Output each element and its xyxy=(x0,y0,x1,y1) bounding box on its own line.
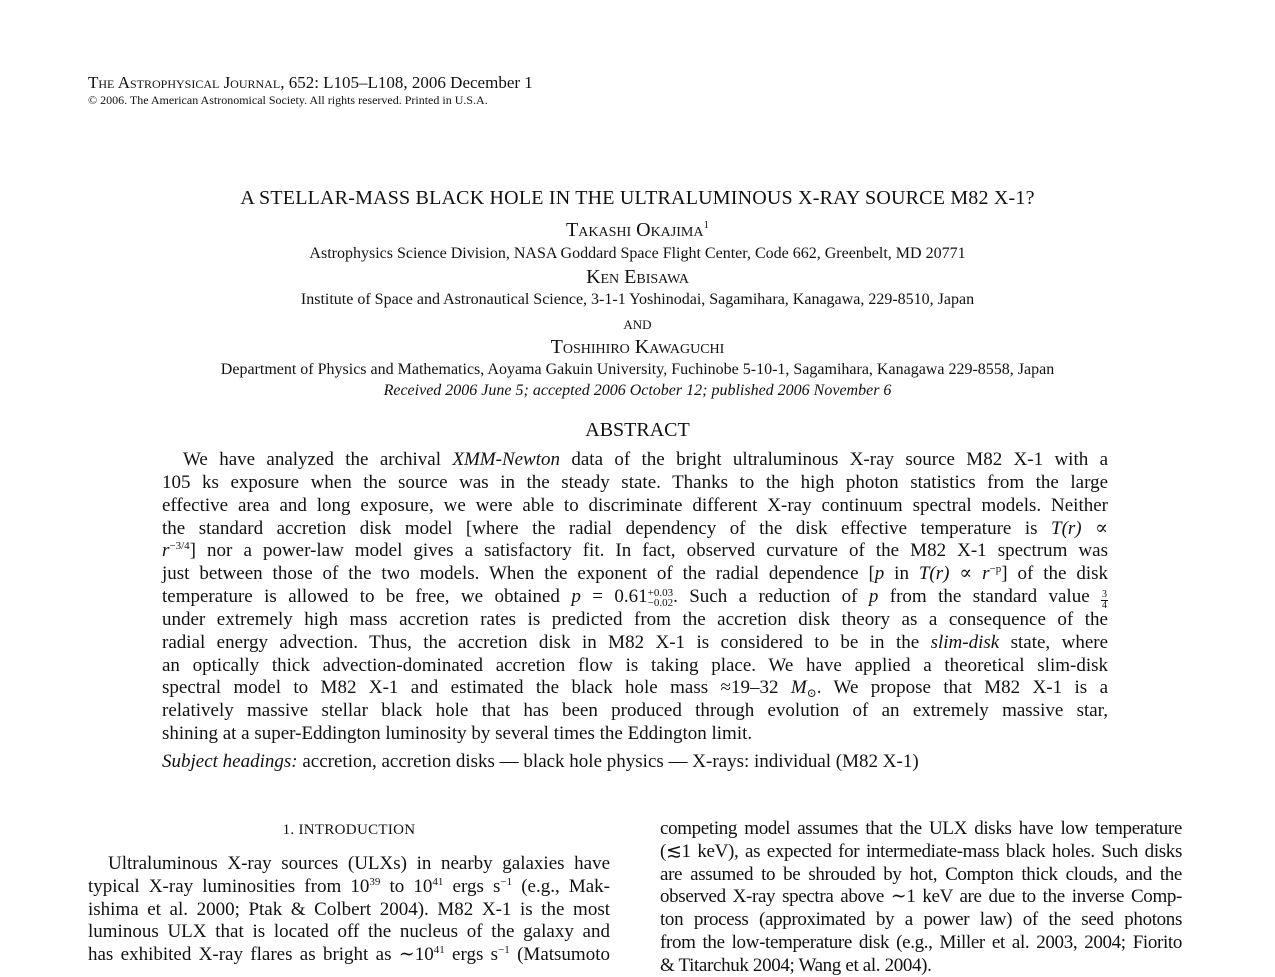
right-line-2: (≲1 keV), as expected for intermediate-mass black holes. Such disks xyxy=(660,841,1182,864)
abstract-line-10: an optically thick advection-dominated accretion flow is taking place. We have applied a theoretical slim-disk xyxy=(162,655,1108,678)
slim-disk-term: slim-disk xyxy=(931,632,1000,653)
right-line-1: competing model assumes that the ULX disks have low temperature xyxy=(660,818,1182,841)
author-3-affiliation: Department of Physics and Mathematics, Aoyama Gakuin University, Fuchinobe 5-10-1, Sagamihara, Kanagawa 229-8558, Japan xyxy=(0,360,1275,379)
power-exponent: −3/4 xyxy=(169,540,189,552)
left-line-4: luminous ULX that is located off the nucleus of the galaxy and xyxy=(88,921,610,944)
abstract-line-9: radial energy advection. Thus, the accretion disk in M82 X-1 is considered to be in the slim-disk state, where xyxy=(162,632,1108,655)
subject-headings-label: Subject headings: xyxy=(162,751,298,772)
abstract-line-4: the standard accretion disk model [where the radial dependency of the disk effective temperature is T(r) ∝ xyxy=(162,518,1108,541)
abstract-line-3: effective area and long exposure, we were able to discriminate different X-ray continuum spectral models. Neither xyxy=(162,495,1108,518)
p-exponent: −p xyxy=(990,563,1002,575)
right-line-3: are assumed to be shrouded by hot, Compton thick clouds, and the xyxy=(660,864,1182,887)
right-line-5: ton process (approximated by a power law) of the seed photons xyxy=(660,909,1182,932)
citation-details: , 652: L105–L108, 2006 December 1 xyxy=(280,73,533,92)
left-line-3: ishima et al. 2000; Ptak & Colbert 2004). M82 X-1 is the most xyxy=(88,899,610,922)
p-value-errors: +0.03 −0.02 xyxy=(648,588,673,608)
author-conjunction: and xyxy=(0,313,1275,333)
journal-name: The Astrophysical Journal xyxy=(88,73,280,92)
author-2-name: Ken Ebisawa xyxy=(0,266,1275,288)
abstract-line-2: 105 ks exposure when the source was in the steady state. Thanks to the high photon statistics from the large xyxy=(162,472,1108,495)
abstract-line-7: temperature is allowed to be free, we obtained p = 0.61 +0.03 −0.02 . Such a reduction of p from the standard value $\frac{3}{4}$ xyxy=(162,586,1108,609)
author-3-name: Toshihiro Kawaguchi xyxy=(0,336,1275,358)
subject-headings-text: accretion, accretion disks — black hole physics — X-rays: individual (M82 X-1) xyxy=(298,751,919,772)
abstract-line-8: under extremely high mass accretion rates is predicted from the accretion disk theory as a consequence of the xyxy=(162,609,1108,632)
abstract-line-6: just between those of the two models. When the exponent of the radial dependence [p in $T(r) \propto r^{-p}$] of the disk xyxy=(162,563,1108,586)
left-line-5: has exhibited X-ray flares as bright as $\sim 10^{41}$ ergs $s^{-1}$ (Matsumoto xyxy=(88,944,610,967)
right-line-7: & Titarchuk 2004; Wang et al. 2004). xyxy=(660,955,1182,977)
author-1-name: Takashi Okajima xyxy=(566,219,703,241)
section-heading-introduction: 1. INTRODUCTION xyxy=(88,821,610,839)
copyright-notice: © 2006. The American Astronomical Society. All rights reserved. Printed in U.S.A. xyxy=(88,93,488,108)
abstract-heading: ABSTRACT xyxy=(0,418,1275,442)
abstract-body xyxy=(162,449,1108,746)
abstract-line-1: We have analyzed the archival XMM-Newton data of the bright ultraluminous X-ray source M82 X-1 with a xyxy=(162,449,1108,472)
p-value: = 0.61 xyxy=(581,586,648,607)
abstract-line-13: shining at a super-Eddington luminosity by several times the Eddington limit. xyxy=(162,723,1108,746)
right-column xyxy=(660,818,1182,977)
xmm-newton-term: XMM-Newton xyxy=(452,449,560,470)
temperature-relation: T(r) ∝ xyxy=(1051,518,1108,539)
author-2-affiliation: Institute of Space and Astronautical Science, 3-1-1 Yoshinodai, Sagamihara, Kanagawa, 229-8510, Japan xyxy=(0,290,1275,309)
abstract-line-11: spectral model to M82 X-1 and estimated the black hole mass ≈19–32 $M_⊙$. We propose that M82 X-1 is a xyxy=(162,677,1108,700)
received-dates: Received 2006 June 5; accepted 2006 October 12; published 2006 November 6 xyxy=(0,381,1275,400)
solar-symbol: ⊙ xyxy=(807,686,817,700)
abstract-line-12: relatively massive stellar black hole that has been produced through evolution of an extremely massive star, xyxy=(162,700,1108,723)
author-1-affiliation: Astrophysics Science Division, NASA Goddard Space Flight Center, Code 662, Greenbelt, MD 20771 xyxy=(0,244,1275,263)
left-line-2: typical X-ray luminosities from $10^{39}$ to $10^{41}$ ergs $s^{-1}$ (e.g., Mak- xyxy=(88,876,610,899)
subject-headings xyxy=(162,751,919,773)
author-1 xyxy=(0,219,1275,241)
standard-value-fraction: $\frac{3}{4}$ xyxy=(1101,590,1108,611)
abstract-line-5: $r^{-3/4}$] nor a power-law model gives a satisfactory fit. In fact, observed curvature of the M82 X-1 spectrum was xyxy=(162,540,1108,563)
right-line-4: observed X-ray spectra above ∼1 keV are due to the inverse Comp- xyxy=(660,886,1182,909)
right-line-6: from the low-temperature disk (e.g., Miller et al. 2003, 2004; Fiorito xyxy=(660,932,1182,955)
left-line-1: Ultraluminous X-ray sources (ULXs) in nearby galaxies have xyxy=(88,853,610,876)
paper-title: A STELLAR-MASS BLACK HOLE IN THE ULTRALUMINOUS X-RAY SOURCE M82 X-1? xyxy=(0,186,1275,210)
author-1-footnote-marker: 1 xyxy=(703,219,709,231)
left-column xyxy=(88,853,610,967)
journal-citation xyxy=(88,73,533,93)
